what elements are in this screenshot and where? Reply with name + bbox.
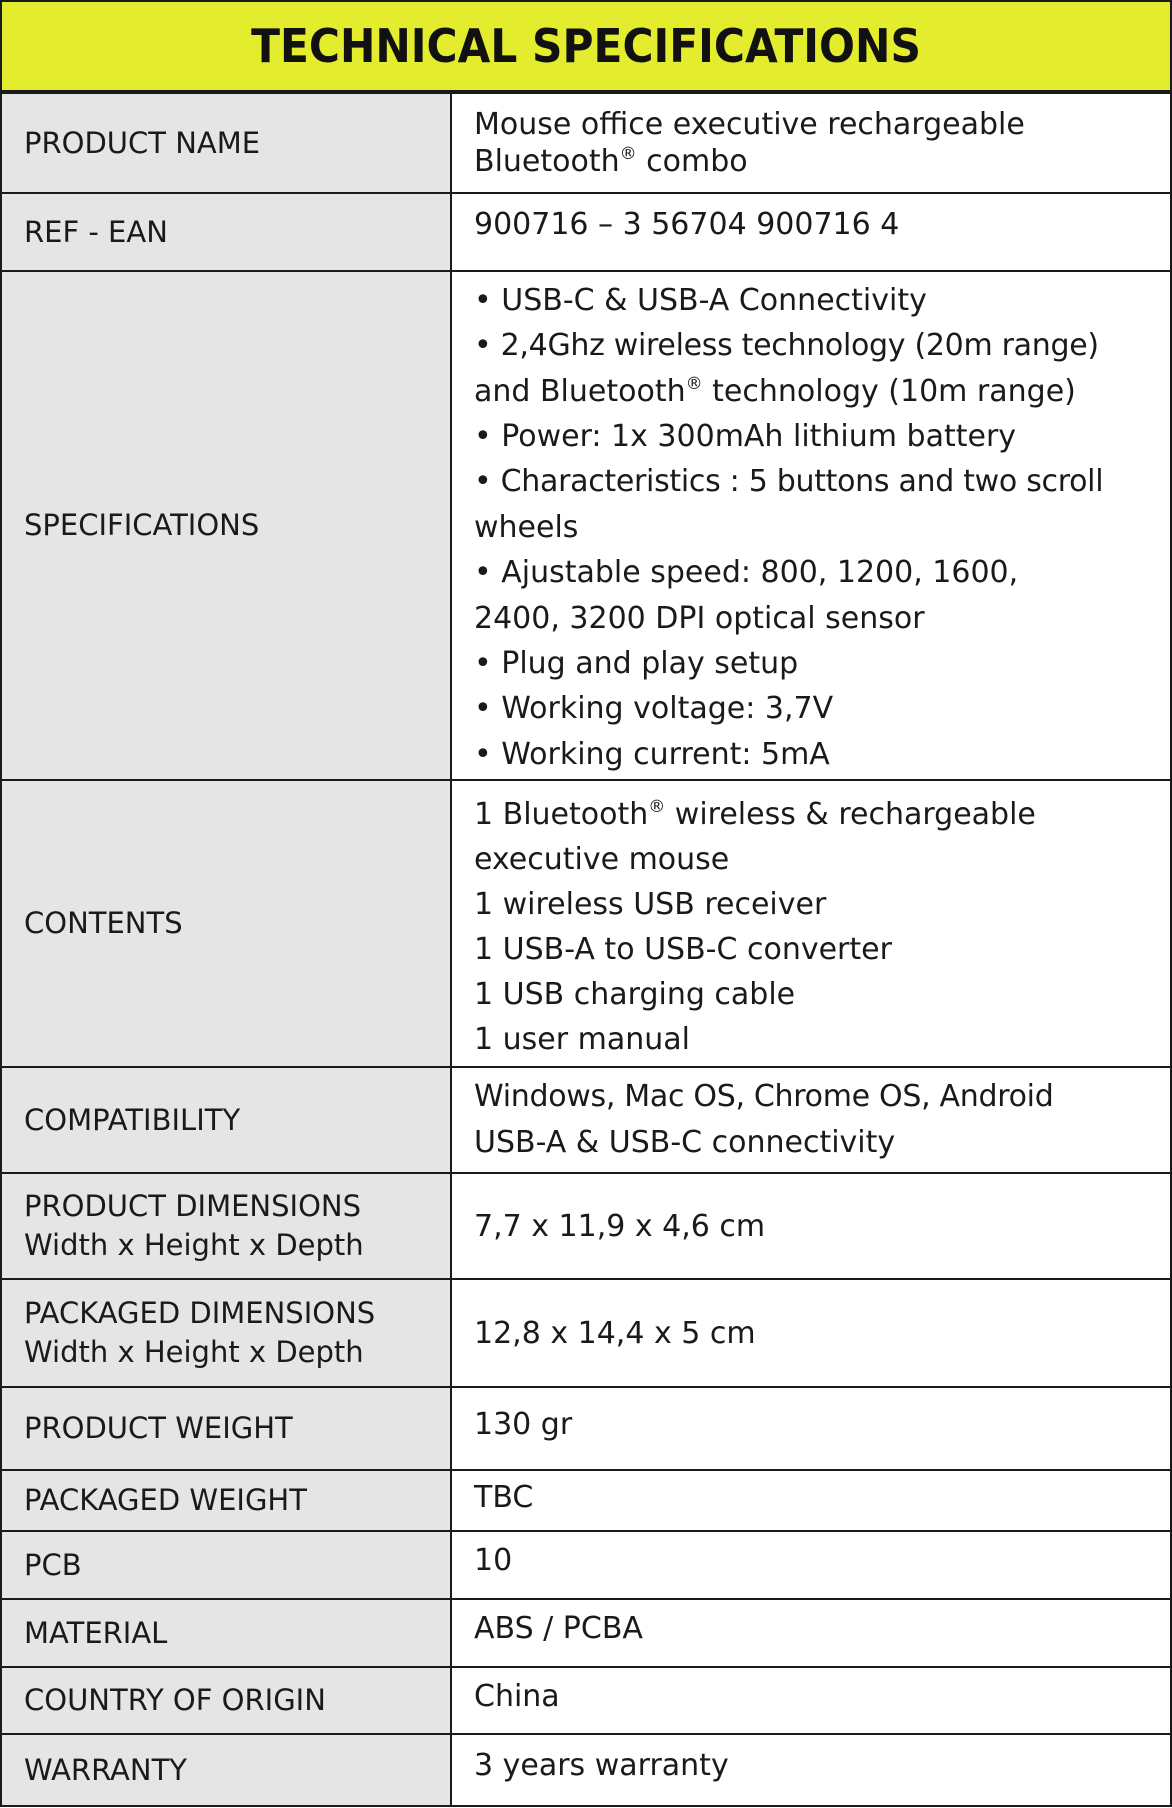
table-row <box>1 93 1171 193</box>
label-pcb: PCB <box>24 1547 82 1582</box>
value-line: China <box>474 1679 560 1714</box>
value-line: Mouse office executive rechargeable <box>474 107 1025 142</box>
table-row <box>1 1067 1171 1173</box>
value-line: ABS / PCBA <box>474 1611 643 1646</box>
table-row <box>1 1599 1171 1667</box>
row-value <box>451 193 1171 271</box>
page-title: TECHNICAL SPECIFICATIONS <box>251 19 921 73</box>
value-line: 900716 – 3 56704 900716 4 <box>474 207 900 242</box>
value-line: • 2,4Ghz wireless technology (20m range) <box>474 328 1099 364</box>
label-contents: CONTENTS <box>24 906 183 940</box>
table-row <box>1 1173 1171 1279</box>
label-specifications: SPECIFICATIONS <box>24 508 260 542</box>
value-text: Bluetooth <box>474 144 620 179</box>
label-warranty: WARRANTY <box>24 1752 188 1787</box>
label-packaged-weight: PACKAGED WEIGHT <box>24 1483 307 1517</box>
row-value <box>451 1599 1171 1667</box>
table-row <box>1 193 1171 271</box>
label-product-dimensions: PRODUCT DIMENSIONS <box>24 1189 362 1223</box>
label-ref-ean: REF - EAN <box>24 214 168 249</box>
row-value <box>451 271 1171 780</box>
row-label <box>1 1734 451 1806</box>
value-text: combo <box>636 144 748 179</box>
table-row <box>1 271 1171 780</box>
value-line: wheels <box>474 509 579 545</box>
table-row <box>1 1667 1171 1734</box>
spec-table <box>0 92 1172 1807</box>
label-dimension-order: Width x Height x Depth <box>24 1335 364 1369</box>
value-line: • Characteristics : 5 buttons and two scroll <box>474 464 1104 500</box>
value-line: 3 years warranty <box>474 1748 729 1783</box>
row-value <box>451 1279 1171 1387</box>
row-label <box>1 1667 451 1734</box>
row-label <box>1 1173 451 1279</box>
value-line: • Ajustable speed: 800, 1200, 1600, <box>474 555 1019 591</box>
value-text: 1 Bluetooth <box>474 796 649 832</box>
value-text: wireless & rechargeable <box>665 796 1036 832</box>
row-value <box>451 1067 1171 1173</box>
label-product-name: PRODUCT NAME <box>24 125 261 160</box>
value-line <box>474 143 1156 180</box>
table-row <box>1 1734 1171 1806</box>
row-label <box>1 1387 451 1470</box>
row-value <box>451 1470 1171 1531</box>
value-line <box>474 792 1156 837</box>
value-line: • Working voltage: 3,7V <box>474 691 834 727</box>
row-label <box>1 1470 451 1531</box>
row-value <box>451 1387 1171 1470</box>
value-text: technology (10m range) <box>702 373 1076 409</box>
label-compatibility: COMPATIBILITY <box>24 1102 241 1137</box>
row-value <box>451 1173 1171 1279</box>
table-row <box>1 1279 1171 1387</box>
value-line: 12,8 x 14,4 x 5 cm <box>474 1315 756 1351</box>
value-line: 130 gr <box>474 1407 573 1442</box>
label-dimension-order: Width x Height x Depth <box>24 1228 364 1262</box>
label-material: MATERIAL <box>24 1615 168 1650</box>
value-line: TBC <box>474 1480 534 1515</box>
value-line: 1 user manual <box>474 1021 690 1057</box>
row-value <box>451 1734 1171 1806</box>
table-row <box>1 1470 1171 1531</box>
table-row <box>1 1387 1171 1470</box>
value-line: USB-A & USB-C connectivity <box>474 1125 896 1160</box>
value-line: Windows, Mac OS, Chrome OS, Android <box>474 1079 1054 1114</box>
row-value <box>451 1531 1171 1599</box>
value-line: • Plug and play setup <box>474 646 799 682</box>
value-line: • Working current: 5mA <box>474 736 830 772</box>
value-line <box>474 369 1156 414</box>
row-label <box>1 193 451 271</box>
value-line: 1 USB-A to USB-C converter <box>474 931 892 967</box>
label-country-of-origin: COUNTRY OF ORIGIN <box>24 1683 326 1717</box>
value-line: • Power: 1x 300mAh lithium battery <box>474 418 1017 454</box>
value-text: and Bluetooth <box>474 373 686 409</box>
registered-mark: ® <box>648 796 666 817</box>
value-line: 10 <box>474 1543 513 1578</box>
table-row <box>1 1531 1171 1599</box>
value-line: 1 USB charging cable <box>474 976 796 1012</box>
label-packaged-dimensions: PACKAGED DIMENSIONS <box>24 1296 376 1330</box>
row-label <box>1 780 451 1067</box>
row-value <box>451 780 1171 1067</box>
label-product-weight: PRODUCT WEIGHT <box>24 1411 293 1445</box>
value-line: • USB-C & USB-A Connectivity <box>474 282 927 318</box>
row-label <box>1 1599 451 1667</box>
row-label <box>1 1067 451 1173</box>
value-line: 1 wireless USB receiver <box>474 886 827 922</box>
value-line: 7,7 x 11,9 x 4,6 cm <box>474 1208 766 1244</box>
registered-mark: ® <box>685 373 703 394</box>
table-row <box>1 780 1171 1067</box>
title-bar <box>0 0 1172 92</box>
row-value <box>451 1667 1171 1734</box>
row-label <box>1 271 451 780</box>
row-value <box>451 93 1171 193</box>
row-label <box>1 1279 451 1387</box>
registered-mark: ® <box>619 144 637 164</box>
row-label <box>1 1531 451 1599</box>
value-line: 2400, 3200 DPI optical sensor <box>474 600 925 636</box>
value-line: executive mouse <box>474 841 730 877</box>
row-label <box>1 93 451 193</box>
